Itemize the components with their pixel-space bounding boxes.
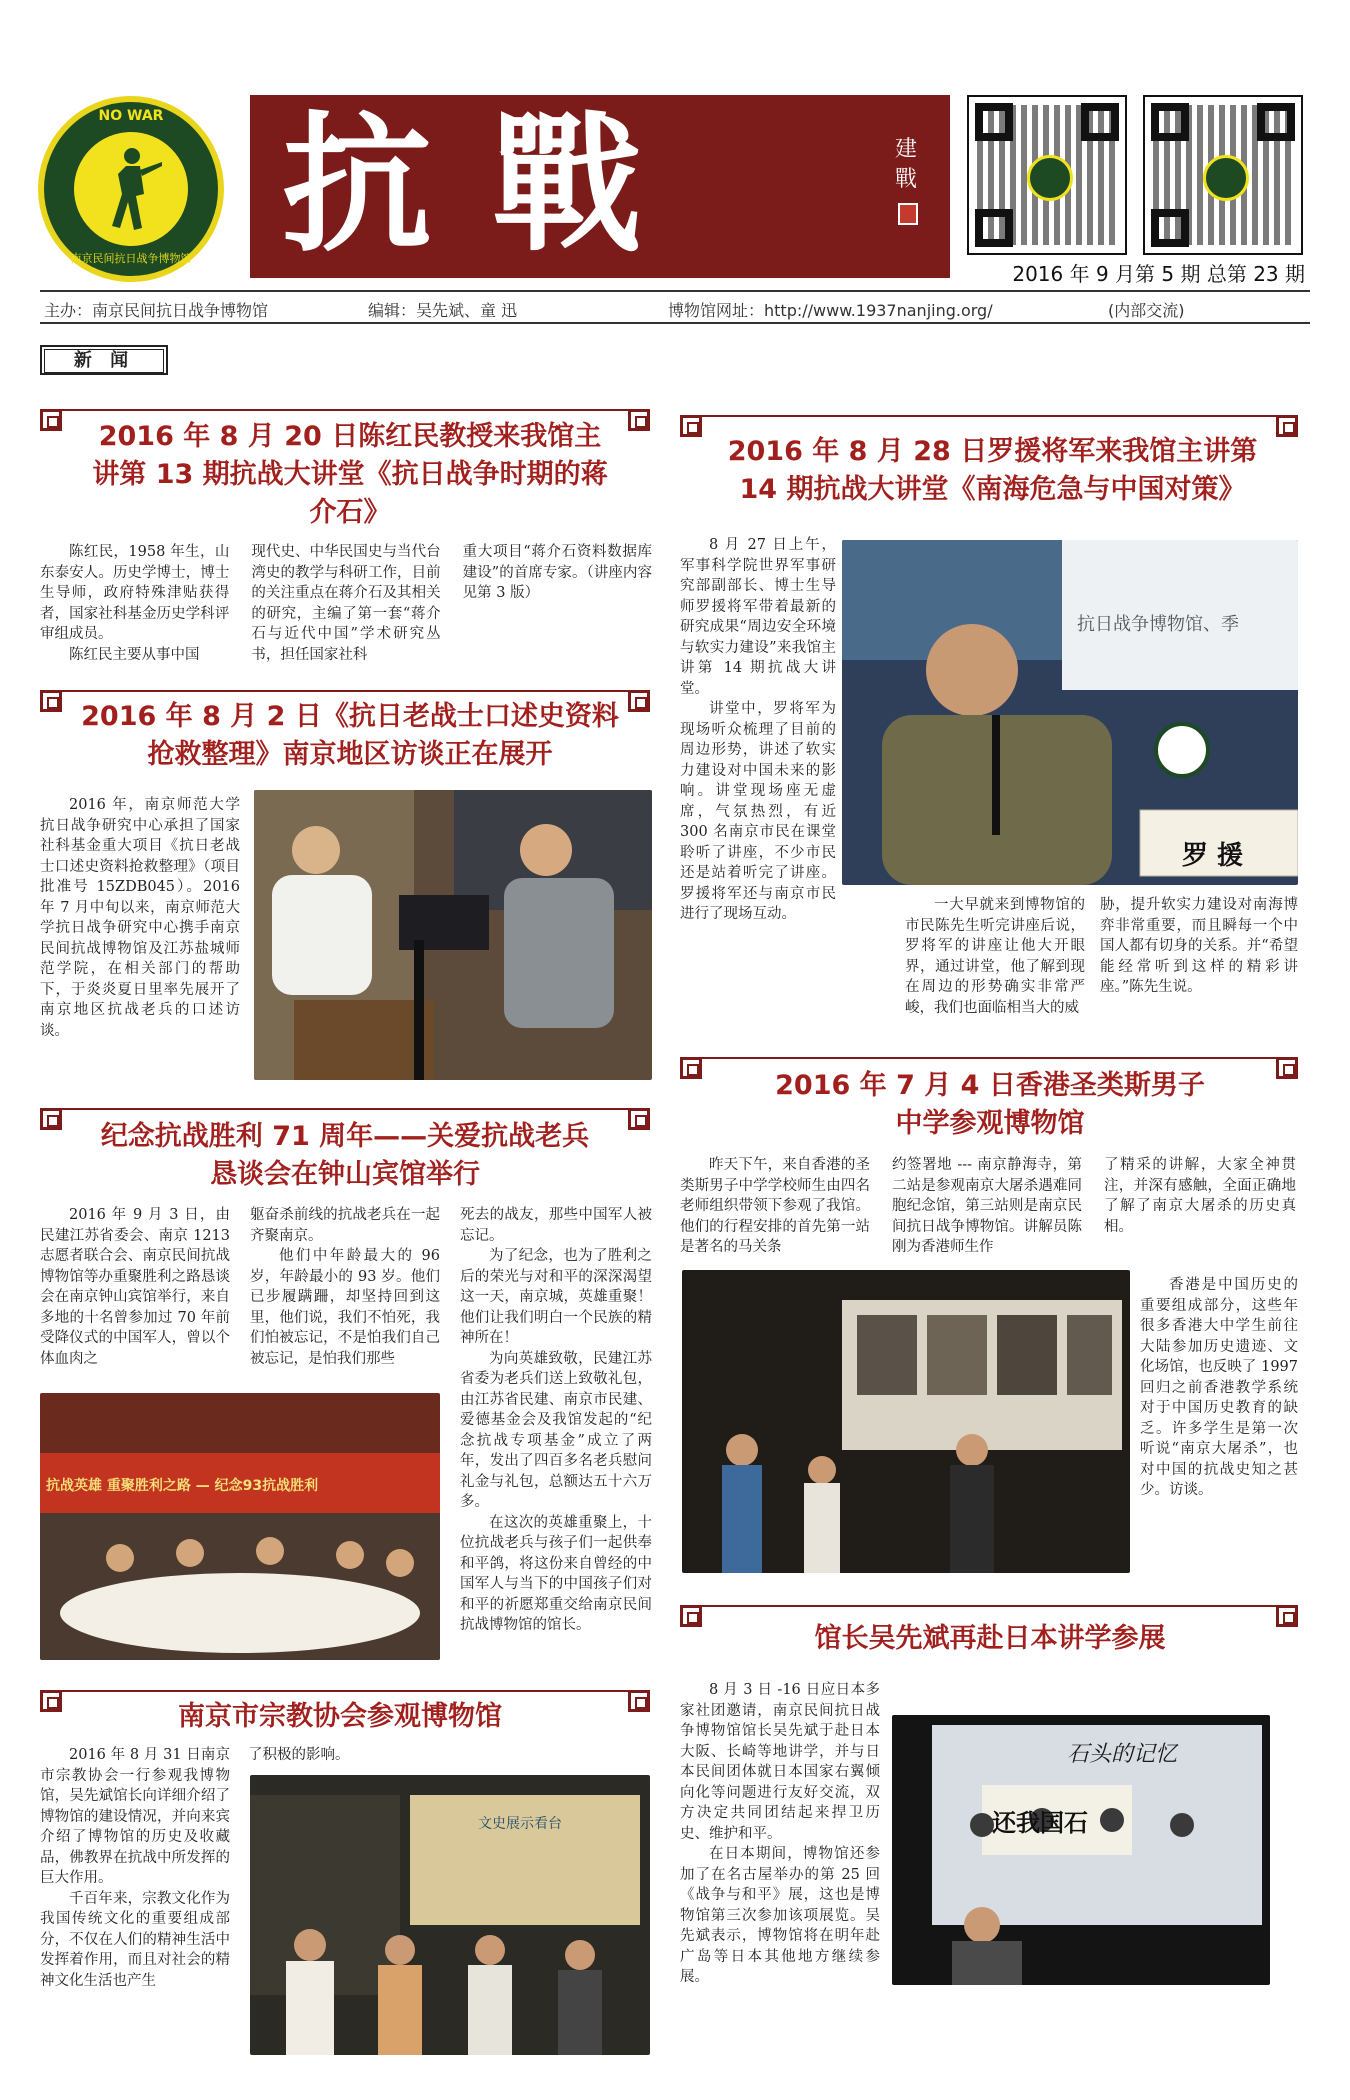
article-body <box>460 1205 652 1636</box>
banquet-banner-text: 抗战英雄 重聚胜利之路 — 纪念93抗战胜利 <box>46 1478 319 1494</box>
corner-ornament-icon <box>628 409 650 431</box>
soldier-icon <box>74 132 188 246</box>
veterans-banquet-photo <box>40 1393 440 1660</box>
screen-text: 石头的记忆 <box>1067 1742 1178 1767</box>
article-body <box>905 895 1085 1018</box>
headline: 纪念抗战胜利 71 周年——关爱抗战老兵恳谈会在钟山宾馆举行 <box>100 1121 590 1190</box>
corner-ornament-icon <box>680 1605 702 1627</box>
paragraph: 现代史、中华民国史与当代台湾史的教学与科研工作，目前的关注重点在蒋介石及其相关的研究，主编了第一套“蒋介石与近代中国”学术研究丛书，担任国家社科 <box>251 544 441 663</box>
article-body <box>1100 895 1298 998</box>
paragraph: 死去的战友，那些中国军人被忘记。 <box>460 1207 652 1244</box>
article-body <box>680 1155 1298 1258</box>
paragraph: 为了纪念，也为了胜利之后的荣光与对和平的深深渴望这一天，南京城，英雄重聚！他们让我们明白一个民族的精神所在！ <box>460 1248 652 1346</box>
article-body <box>40 795 240 1041</box>
paragraph: 2016 年，南京师范大学抗日战争研究中心承担了国家社科基金重大项目《抗日老战士口述史资料抢救整理》（项目批准号 15ZDB045）。2016 年 7 月中旬以来，南京师范大学抗日战争研究中心携手南京民间抗战博物馆及江苏盐城师范学院，在相关部门的帮助下，于炎炎夏日里率先展开了南京地区抗战老兵的口述访谈。 <box>40 797 240 1039</box>
headline: 2016 年 7 月 4 日香港圣类斯男子中学参观博物馆 <box>775 1070 1205 1139</box>
article-body <box>248 1745 428 1766</box>
logo-top-text: NO WAR <box>98 108 164 124</box>
headline: 馆长吴先斌再赴日本讲学参展 <box>814 1623 1166 1654</box>
corner-ornament-icon <box>1276 1605 1298 1627</box>
lecture-photo <box>842 540 1298 885</box>
religious-visit-photo <box>250 1775 650 2055</box>
headline: 2016 年 8 月 2 日《抗日老战士口述史资料抢救整理》南京地区访谈正在展开 <box>81 701 619 770</box>
corner-ornament-icon <box>40 1690 62 1712</box>
article-body <box>680 1680 880 1988</box>
interview-photo <box>254 790 652 1080</box>
paragraph: 重大项目“蒋介石资料数据库建设”的首席专家。（讲座内容见第 3 版） <box>462 544 652 601</box>
corner-ornament-icon <box>40 409 62 431</box>
paragraph: 一大早就来到博物馆的市民陈先生听完讲座后说，罗将军的讲座让他大开眼界，通过讲堂，他了解到现在周边的形势确实非常严峻，我们也面临相当大的威 <box>905 897 1085 1016</box>
internal-note: (内部交流) <box>1108 301 1185 320</box>
issue-number: 2016 年 9 月第 5 期 总第 23 期 <box>1012 262 1305 286</box>
masthead-title: 抗戰 <box>282 97 703 273</box>
headline: 南京市宗教协会参观博物馆 <box>178 1701 502 1732</box>
logo-ring-text: 南京民间抗日战争博物馆 <box>70 252 192 265</box>
paragraph: 躯奋杀前线的抗战老兵在一起齐聚南京。 <box>250 1207 440 1244</box>
article-rule <box>40 409 650 411</box>
paragraph: 昨天下午，来自香港的圣类斯男子中学学校师生由四名老师组织带领下参观了我馆。他们的行程安排的首先第一站是著名的马关条 <box>680 1157 870 1255</box>
corner-ornament-icon <box>628 1690 650 1712</box>
nameplate: 罗 援 <box>1182 841 1244 871</box>
article-rule <box>680 1057 1298 1059</box>
paragraph: 了精采的讲解，大家全神贯注，并深有感触，全面正确地了解了南京大屠杀的历史真相。 <box>1104 1157 1296 1235</box>
corner-ornament-icon <box>628 690 650 712</box>
article-rule <box>40 690 650 692</box>
corner-ornament-icon <box>40 690 62 712</box>
divider <box>40 290 1310 292</box>
host-info: 主办：南京民间抗日战争博物馆 <box>44 301 269 320</box>
corner-ornament-icon <box>680 1057 702 1079</box>
qr-code-icon <box>1143 95 1303 255</box>
paragraph: 胁，提升软实力建设对南海博弈非常重要，而且瞬每一个中国人都有切身的关系。并“希望能经常听到这样的精彩讲座。”陈先生说。 <box>1100 897 1298 995</box>
editors-info: 编辑：吴先斌、童 迅 <box>368 301 518 320</box>
paragraph: 8 月 3 日 -16 日应日本多家社团邀请，南京民间抗日战争博物馆馆长吴先斌于赴日本大阪、长崎等地讲学，并与日本民间团体就日本国家右翼倾向化等问题进行友好交流，双方决定共同团结起来捍卫历史、维护和平。 <box>680 1682 880 1842</box>
headline: 2016 年 8 月 20 日陈红民教授来我馆主讲第 13 期抗战大讲堂《抗日战争时期的蒋介石》 <box>92 421 608 528</box>
paragraph: 在这次的英雄重聚上，十位抗战老兵与孩子们一起供奉和平鸽，将这份来自曾经的中国军人与当下的中国孩子们对和平的祈愿郑重交给南京民间抗战博物馆的馆长。 <box>460 1514 652 1633</box>
article-body <box>680 535 836 925</box>
masthead-banner <box>250 95 950 278</box>
calligraphy-banner: 还我国石 <box>992 1809 1088 1837</box>
qr-code-icon <box>967 95 1127 255</box>
article-body <box>250 1205 440 1369</box>
paragraph: 了积极的影响。 <box>248 1747 350 1763</box>
paragraph: 陈红民，1958 年生，山东泰安人。历史学博士，博士生导师，政府特殊津贴获得者，国家社科基金历史学科评审组成员。 <box>40 544 230 642</box>
article-body <box>40 1745 230 1991</box>
paragraph: 约签署地 --- 南京静海寺，第二站是参观南京大屠杀遇难同胞纪念馆，第三站则是南京民间抗日战争博物馆。讲解员陈刚为香港师生作 <box>892 1157 1082 1255</box>
article-body <box>40 542 652 665</box>
article-body <box>1140 1275 1298 1501</box>
paragraph: 他们中年龄最大的 96 岁，年龄最小的 93 岁。他们已步履蹒跚，却坚持回到这里，他们说，我们不怕死，我们怕被忘记，不是怕我们自己被忘记，是怕我们那些 <box>250 1248 440 1367</box>
paragraph: 在日本期间，博物馆还参加了在名古屋举办的第 25 回《战争与和平》展，这也是博物馆第三次参加该项展览。吴先斌表示，博物馆将在明年赴广岛等日本其他地方继续参展。 <box>680 1846 880 1985</box>
japan-event-photo <box>892 1715 1270 1985</box>
corner-ornament-icon <box>680 415 702 437</box>
museum-logo <box>38 96 224 282</box>
paragraph: 8 月 27 日上午，军事科学院世界军事研究部副部长、博士生导师罗援将军带着最新的研究成果“周边安全环境与软实力建设”来我馆主讲第 14 期抗战大讲堂。 <box>680 537 836 697</box>
masthead-side-text: 建戰 <box>895 137 918 192</box>
article-body <box>40 1205 230 1369</box>
paragraph: 陈红民主要从事中国 <box>69 646 200 663</box>
website-link[interactable]: 博物馆网址：http://www.1937nanjing.org/ <box>668 301 993 320</box>
lecture-banner-text: 抗日战争博物馆、季 <box>1077 614 1239 635</box>
wall-text: 文史展示看台 <box>478 1816 562 1832</box>
corner-ornament-icon <box>1276 1057 1298 1079</box>
student-visit-photo <box>682 1270 1130 1573</box>
paragraph: 为向英雄致敬，民建江苏省委为老兵们送上致敬礼包，由江苏省民建、南京市民建、爱德基金会及我馆发起的“纪念抗战专项基金”成立了两年，发出了四百多名老兵慰问礼金与礼包，总额达五十六万多。 <box>460 1350 652 1510</box>
paragraph: 讲堂中，罗将军为现场听众梳理了目前的周边形势，讲述了软实力建设对中国未来的影响。讲堂现场座无虚席，气氛热烈，有近 300 名南京市民在课堂聆听了讲座，不少市民还是站着听完了讲座。罗援将军还与南京市民进行了现场互动。 <box>680 701 836 922</box>
article-rule <box>40 1108 650 1110</box>
corner-ornament-icon <box>40 1108 62 1130</box>
divider <box>40 322 1310 324</box>
paragraph: 千百年来，宗教文化作为我国传统文化的重要组成部分，不仅在人们的精神生活中发挥着作用，而且对社会的精神文化生活也产生 <box>40 1890 230 1989</box>
headline: 2016 年 8 月 28 日罗援将军来我馆主讲第 14 期抗战大讲堂《南海危急与中国对策》 <box>727 436 1258 505</box>
article-rule <box>680 1605 1298 1607</box>
article-rule <box>40 1690 650 1692</box>
paragraph: 2016 年 8 月 31 日南京市宗教协会一行参观我博物馆，吴先斌馆长向详细介绍了博物馆的建设情况，并向来宾介绍了博物馆的历史及收藏品，佛教界在抗战中所发挥的巨大作用。 <box>40 1747 230 1886</box>
corner-ornament-icon <box>628 1108 650 1130</box>
paragraph: 2016 年 9 月 3 日，由民建江苏省委会、南京 1213 志愿者联合会、南京民间抗战博物馆等办重聚胜利之路恳谈会在南京钟山宾馆举行，来自多地的十名曾参加过 70 年前受降仪式的中国军人，曾以个体血肉之 <box>40 1207 230 1367</box>
section-label: 新 闻 <box>40 345 168 375</box>
article-rule <box>680 415 1298 417</box>
red-seal-icon <box>898 203 918 225</box>
paragraph: 香港是中国历史的重要组成部分，这些年很多香港大中学生前往大陆参加历史遗迹、文化场馆，也反映了 1997 回归之前香港教学系统对于中国历史教育的缺乏。许多学生是第一次听说“南京大屠杀”，也对中国的抗战史知之甚少。访谈。 <box>1140 1277 1298 1498</box>
